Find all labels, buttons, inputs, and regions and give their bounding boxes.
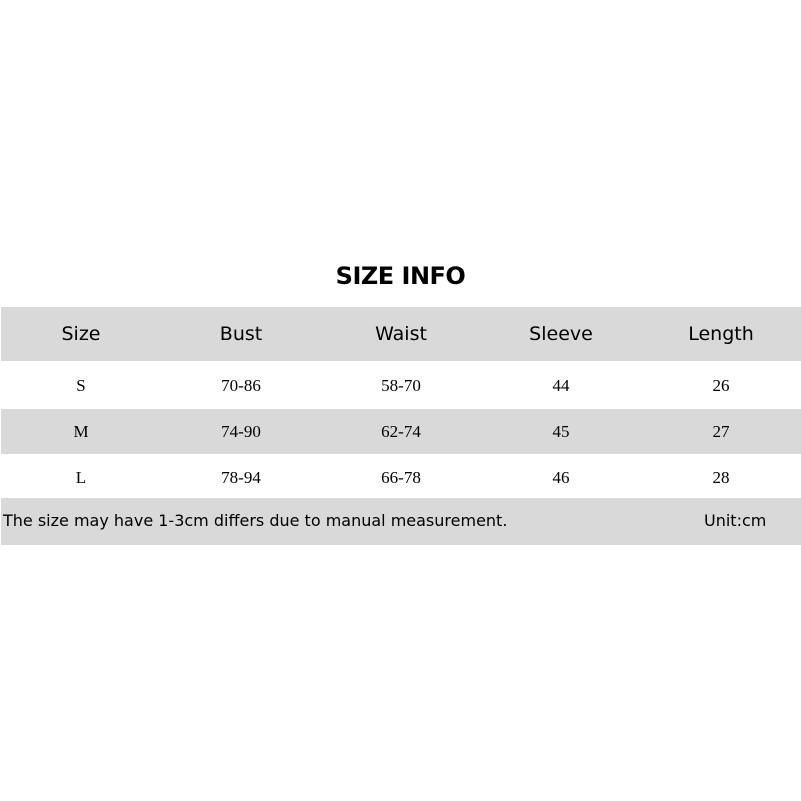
- table-row: [1, 455, 801, 501]
- measurement-note: The size may have 1-3cm differs due to manual measurement.: [3, 511, 508, 530]
- cell-sleeve: 45: [552, 421, 570, 441]
- size-info-title: SIZE INFO: [335, 262, 466, 290]
- cell-bust: 70-86: [221, 375, 261, 395]
- header-bust: Bust: [219, 323, 263, 345]
- cell-bust: 74-90: [221, 421, 261, 441]
- size-table: [1, 307, 801, 501]
- header-sleeve: Sleeve: [529, 323, 593, 345]
- header-waist: Waist: [375, 323, 427, 345]
- table-row: [1, 409, 801, 455]
- cell-waist: 58-70: [381, 375, 421, 395]
- cell-size: L: [75, 467, 87, 487]
- cell-sleeve: 46: [552, 467, 570, 487]
- cell-size: M: [73, 421, 89, 441]
- cell-size: S: [76, 375, 86, 395]
- cell-waist: 62-74: [381, 421, 421, 441]
- header-size: Size: [61, 323, 101, 345]
- cell-length: 27: [712, 421, 730, 441]
- header-length: Length: [688, 323, 754, 345]
- cell-length: 26: [712, 375, 730, 395]
- table-header-row: [1, 307, 801, 363]
- unit-label: Unit:cm: [704, 511, 767, 530]
- cell-length: 28: [712, 467, 730, 487]
- cell-waist: 66-78: [381, 467, 421, 487]
- cell-bust: 78-94: [221, 467, 261, 487]
- table-row: [1, 363, 801, 409]
- cell-sleeve: 44: [552, 375, 570, 395]
- table-footer: [1, 498, 801, 545]
